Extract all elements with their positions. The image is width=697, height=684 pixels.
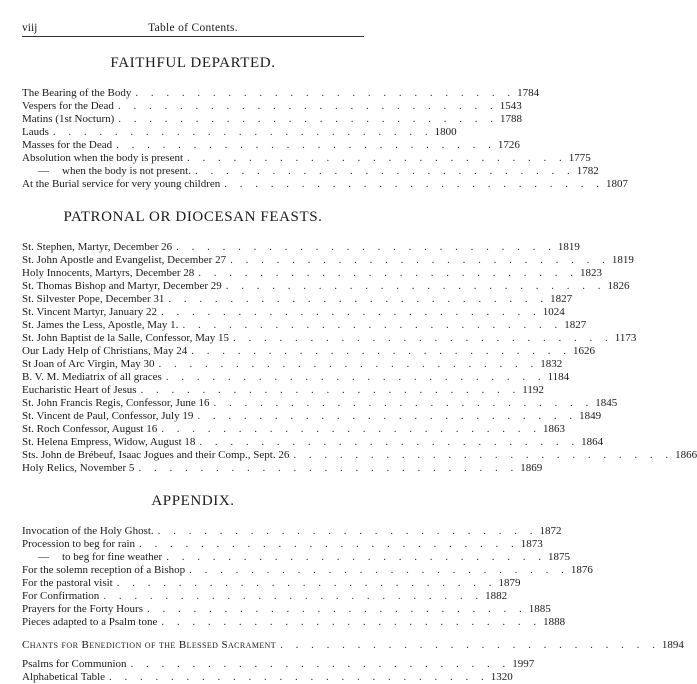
toc-entry[interactable] [22,525,562,538]
toc-entry[interactable] [22,113,523,126]
entry-page: 1894 [661,639,684,651]
section-title-patronal-feasts: PATRONAL OR DIOCESAN FEASTS. [63,209,323,225]
entry-label: Alphabetical Table [22,671,106,683]
entry-label: The Bearing of the Body [22,87,132,99]
entry-label: St. James the Less, Apostle, May 1. [22,319,179,331]
spacer [22,629,364,639]
entry-label: Holy Innocents, Martyrs, December 28 [22,267,195,279]
entry-page: 1873 [520,538,543,550]
toc-entry[interactable] [22,241,580,254]
dot-leader: . . . . . . . . . . . . . . . . . . . . . . . . . [135,87,516,99]
toc-entry[interactable] [22,603,551,616]
dot-leader: . . . . . . . . . . . . . . . . . . . . . . . . . [116,139,496,151]
entry-page: 1800 [434,126,457,138]
entry-page: 1775 [568,152,591,164]
toc-entry[interactable] [22,577,521,590]
entry-page: 1882 [485,590,508,602]
entry-page: 1726 [497,139,520,151]
toc-entry[interactable] [22,462,543,475]
toc-entry[interactable] [22,87,540,100]
entry-label: St. Vincent Martyr, January 22 [22,306,157,318]
entry-page: 1626 [573,345,596,357]
toc-entry[interactable] [22,126,457,139]
entry-page: 1888 [543,616,566,628]
dot-leader: . . . . . . . . . . . . . . . . . . . . . . . . . [140,384,521,396]
entry-page: 1819 [557,241,580,253]
dot-leader: . . . . . . . . . . . . . . . . . . . . . . . . . [176,241,556,253]
entry-label: St. Stephen, Martyr, December 26 [22,241,173,253]
entry-page: 1784 [517,87,540,99]
toc-entry[interactable] [22,345,596,358]
section-title-appendix: APPENDIX. [151,493,235,509]
dot-leader: . . . . . . . . . . . . . . . . . . . . . . . . . [197,410,578,422]
entry-label: Absolution when the body is present [22,152,184,164]
entry-label: For the solemn reception of a Bishop [22,564,186,576]
entry-label: Vespers for the Dead [22,100,114,112]
section-faithful-departed [22,87,628,191]
entry-page: 1823 [580,267,603,279]
toc-entry[interactable] [22,449,697,462]
dot-leader: . . . . . . . . . . . . . . . . . . . . . . . . . [130,658,511,670]
ditto-dash: — [38,165,49,177]
dot-leader: . . . . . . . . . . . . . . . . . . . . . . . . . [166,551,546,563]
entry-label: Masses for the Dead [22,139,113,151]
dot-leader: . . . . . . . . . . . . . . . . . . . . . . . . . [146,603,527,615]
entry-label: Pieces adapted to a Psalm tone [22,616,158,628]
dot-leader: . . . . . . . . . . . . . . . . . . . . . . . . . [161,423,541,435]
entry-page: 1807 [606,178,628,190]
entry-label: Eucharistic Heart of Jesus [22,384,137,396]
entry-page: 1872 [539,525,562,537]
entry-label: Procession to beg for rain [22,538,136,550]
entry-label: St. John Apostle and Evangelist, December 27 [22,254,227,266]
toc-entry[interactable] [22,254,634,267]
toc-entry[interactable] [22,538,543,551]
toc-page [22,22,697,684]
entry-label: St. Helena Empress, Widow, August 18 [22,436,196,448]
dot-leader: . . . . . . . . . . . . . . . . . . . . . . . . . [117,100,498,112]
entry-page: 1543 [499,100,522,112]
toc-entry[interactable] [22,280,630,293]
entry-label: St. John Baptist de la Salle, Confessor, May 15 [22,332,230,344]
toc-entry[interactable] [22,371,570,384]
entry-page: 1849 [579,410,602,422]
dot-leader: . . . . . . . . . . . . . . . . . . . . . . . . . [116,577,497,589]
toc-entry[interactable] [22,423,565,436]
toc-entry[interactable] [22,267,603,280]
toc-entry[interactable] [22,165,599,178]
toc-entry[interactable] [22,616,566,629]
toc-entry-psalms[interactable] [22,658,535,671]
entry-page: 1826 [607,280,630,292]
entry-page: 1875 [547,551,570,563]
toc-entry[interactable] [22,358,563,371]
running-title: Table of Contents. [148,22,238,34]
dot-leader: . . . . . . . . . . . . . . . . . . . . . . . . . [103,590,484,602]
entry-page: 1832 [540,358,563,370]
dot-leader: . . . . . . . . . . . . . . . . . . . . . . . . . [138,462,519,474]
section-appendix [22,525,684,684]
dot-leader: . . . . . . . . . . . . . . . . . . . . . . . . . [109,671,489,683]
entry-label: Holy Relics, November 5 [22,462,135,474]
dot-leader: . . . . . . . . . . . . . . . . . . . . . . . . . [160,306,541,318]
entry-page: 1184 [547,371,570,383]
entry-page: 1192 [522,384,544,396]
dot-leader: . . . . . . . . . . . . . . . . . . . . . . . . . [139,538,519,550]
toc-entry-alphabetical[interactable] [22,671,513,684]
entry-page: 1876 [570,564,593,576]
toc-entry[interactable] [22,397,618,410]
entry-page: 1819 [611,254,634,266]
entry-label: For the pastoral visit [22,577,113,589]
dot-leader: . . . . . . . . . . . . . . . . . . . . . . . . . [224,178,604,190]
toc-entry[interactable] [22,306,565,319]
dot-leader: . . . . . . . . . . . . . . . . . . . . . . . . . [191,345,572,357]
toc-entry[interactable] [22,590,508,603]
toc-entry[interactable] [22,100,522,113]
toc-entry[interactable] [22,436,604,449]
dot-leader: . . . . . . . . . . . . . . . . . . . . . . . . . [198,267,579,279]
dot-leader: . . . . . . . . . . . . . . . . . . . . . . . . . [230,254,610,266]
toc-entry-chants[interactable] [22,639,684,652]
dot-leader: . . . . . . . . . . . . . . . . . . . . . . . . . [182,319,563,331]
entry-page: 1320 [490,671,513,683]
dot-leader: . . . . . . . . . . . . . . . . . . . . . . . . . [161,616,542,628]
entry-label: For Confirmation [22,590,100,602]
toc-entry[interactable] [22,152,591,165]
entry-page: 1864 [581,436,604,448]
entry-page: 1845 [595,397,618,409]
dot-leader: . . . . . . . . . . . . . . . . . . . . . . . . . [52,126,433,138]
entry-page: 1782 [576,165,599,177]
entry-page: 1997 [512,658,535,670]
toc-entry[interactable] [22,332,637,345]
dot-leader: . . . . . . . . . . . . . . . . . . . . . . . . . [293,449,674,461]
entry-label: St. Silvester Pope, December 31 [22,293,165,305]
entry-label: St. Roch Confessor, August 16 [22,423,158,435]
ditto-dash: — [38,551,49,563]
entry-label: At the Burial service for very young children [22,178,221,190]
entry-label: Invocation of the Holy Ghost. [22,525,154,537]
dot-leader: . . . . . . . . . . . . . . . . . . . . . . . . . [280,639,660,651]
entry-label: Psalms for Communion [22,658,127,670]
entry-page: 1869 [520,462,543,474]
dot-leader: . . . . . . . . . . . . . . . . . . . . . . . . . [157,525,538,537]
section-title-faithful-departed: FAITHFUL DEPARTED. [110,55,276,71]
entry-label: St Joan of Arc Virgin, May 30 [22,358,155,370]
toc-entry[interactable] [22,319,587,332]
dot-leader: . . . . . . . . . . . . . . . . . . . . . . . . . [118,113,499,125]
dot-leader: . . . . . . . . . . . . . . . . . . . . . . . . . [233,332,613,344]
dot-leader: . . . . . . . . . . . . . . . . . . . . . . . . . [158,358,539,370]
dot-leader: . . . . . . . . . . . . . . . . . . . . . . . . . [187,152,567,164]
page-folio: viij [22,22,38,34]
entry-label: Prayers for the Forty Hours [22,603,143,615]
entry-page: 1788 [500,113,523,125]
entry-page: 1024 [542,306,565,318]
entry-page: 1827 [564,319,587,331]
entry-label: B. V. M. Mediatrix of all graces [22,371,162,383]
entry-label: Lauds [22,126,49,138]
entry-label: St. Vincent de Paul, Confessor, July 19 [22,410,194,422]
toc-entry[interactable] [22,293,573,306]
toc-entry[interactable] [22,384,544,397]
toc-entry[interactable] [22,564,593,577]
dot-leader: . . . . . . . . . . . . . . . . . . . . . . . . . [165,371,546,383]
entry-page: 1879 [498,577,521,589]
entry-label: Chants for Benediction of the Blessed Sacrament [22,639,277,651]
toc-entry[interactable] [22,410,602,423]
dot-leader: . . . . . . . . . . . . . . . . . . . . . . . . . [225,280,606,292]
entry-label: Sts. John de Brébeuf, Isaac Jogues and their Comp., Sept. 26 [22,449,290,461]
toc-entry[interactable] [22,551,570,564]
dot-leader: . . . . . . . . . . . . . . . . . . . . . . . . . [199,436,580,448]
toc-entry[interactable] [22,178,628,191]
entry-label: St. John Francis Regis, Confessor, June 16 [22,397,210,409]
dot-leader: . . . . . . . . . . . . . . . . . . . . . . . . . [194,165,575,177]
dot-leader: . . . . . . . . . . . . . . . . . . . . . . . . . [213,397,594,409]
entry-label: St. Thomas Bishop and Martyr, December 29 [22,280,222,292]
entry-label: Our Lady Help of Christians, May 24 [22,345,188,357]
entry-label: Matins (1st Nocturn) [22,113,115,125]
entry-label: when the body is not present. [62,165,191,177]
dot-leader: . . . . . . . . . . . . . . . . . . . . . . . . . [189,564,569,576]
toc-entry[interactable] [22,139,520,152]
entry-page: 1827 [550,293,573,305]
entry-page: 1863 [542,423,565,435]
entry-page: 1885 [528,603,551,615]
running-header [22,22,364,37]
entry-label-wrap [22,551,162,564]
entry-label: to beg for fine weather [62,551,163,563]
entry-page: 1173 [614,332,637,344]
dot-leader: . . . . . . . . . . . . . . . . . . . . . . . . . [168,293,549,305]
entry-page: 1866 [675,449,697,461]
section-patronal-feasts [22,241,697,475]
entry-label-wrap [22,165,191,178]
